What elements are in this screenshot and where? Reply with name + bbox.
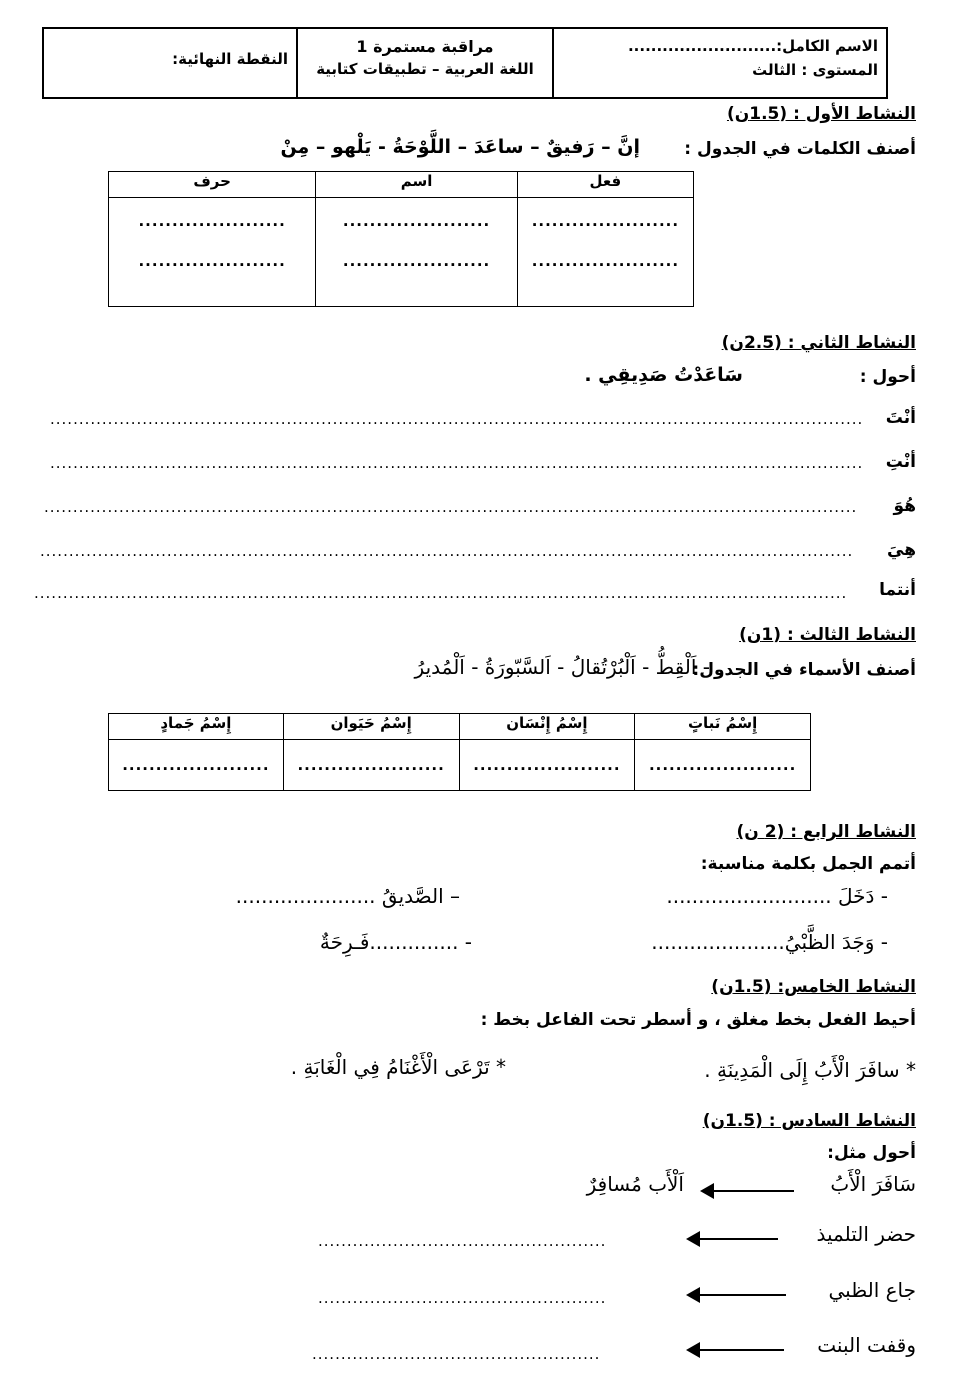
level-value: الثالث [752, 61, 797, 79]
transform-item-1: حضر التلميذ [816, 1222, 916, 1246]
activity3-title: النشاط الثالث : (1ن) [739, 625, 916, 645]
col-particle: حرف [109, 172, 316, 198]
answer-line-anta[interactable]: ............................................................................................................................................. [50, 410, 864, 428]
answer-line-hiya[interactable]: ............................................................................................................................................. [40, 542, 854, 560]
level-label: المستوى : [801, 61, 878, 79]
col-human: إِسْمُ إِنْسَان [459, 714, 635, 740]
activity5-instruction: أحيط الفعل بخط مغلق ، و أسطر تحت الفاعل بخط : [480, 1010, 916, 1030]
activity6-instruction: أحول مثل: [827, 1143, 916, 1163]
human-answer-cell[interactable]: ...................... [459, 740, 635, 791]
activity1-words: إنَّ – رَفيقٌ – ساعَدَ – اللَّوْحَةُ - يَلْهو – مِنْ [280, 136, 640, 158]
example-result: اَلْأَب مُسافِرٌ [586, 1172, 684, 1196]
plant-answer-cell[interactable]: ...................... [635, 740, 811, 791]
pronoun-huwa: هُوَ [893, 496, 916, 516]
completion-sentence-1[interactable]: - دَخَلَ .......................... [666, 884, 888, 908]
arrow-icon [702, 1190, 794, 1192]
activity4-title: النشاط الرابع : (2 ن) [736, 822, 916, 842]
arrow-icon [688, 1349, 784, 1351]
col-verb: فعل [517, 172, 693, 198]
activity4-instruction: أتمم الجمل بكلمة مناسبة: [700, 854, 916, 874]
exam-title: مراقبة مستمرة 1 [356, 37, 494, 56]
pronoun-hiya: هِيَ [887, 540, 916, 560]
answer-line-anti[interactable]: ............................................................................................................................................. [50, 454, 864, 472]
exam-info-cell [298, 29, 552, 97]
transform-item-3: وقفت البنت [817, 1333, 916, 1357]
name-label: الاسم الكامل: [776, 37, 878, 55]
activity2-sentence: سَاعَدْتُ صَدِيقِي . [584, 364, 743, 386]
activity6-title: النشاط السادس : (1.5ن) [702, 1111, 916, 1131]
header-box [42, 27, 888, 99]
activity1-title: النشاط الأول : (1.5ن) [726, 104, 916, 124]
transform-answer-3[interactable]: .................................................. [312, 1345, 601, 1363]
completion-sentence-3[interactable]: - وَجَدَ الظَّبْيُ..................... [651, 930, 888, 954]
final-score-label: النقطة النهائية: [172, 50, 288, 68]
activity3-table [108, 713, 811, 791]
exam-subject: اللغة العربية – تطبيقات كتابية [316, 60, 534, 78]
pronoun-antuma: أنتما [879, 580, 916, 600]
activity5-title: النشاط الخامس: (1.5ن) [711, 977, 916, 997]
activity3-words: - اَلْقِطُّ - اَلْبُرْتُقالُ - اَلسَّبّورَةُ - اَلْمُديرُ [414, 655, 710, 679]
animal-answer-cell[interactable]: ...................... [283, 740, 459, 791]
completion-sentence-4[interactable]: - ..............فَـرِحَةٌ [319, 930, 472, 954]
transform-item-2: جاع الظبي [828, 1278, 916, 1302]
final-score-cell [44, 29, 296, 97]
answer-line-huwa[interactable]: ............................................................................................................................................. [44, 498, 858, 516]
transform-answer-1[interactable]: .................................................. [318, 1232, 607, 1250]
col-noun: اسم [316, 172, 517, 198]
answer-line-antuma[interactable]: ............................................................................................................................................. [34, 584, 848, 602]
activity5-sentence-2[interactable]: * تَرْعَى الْأَغْنَامُ فِي الْغَابَةِ . [290, 1055, 506, 1079]
col-plant: إِسْمُ نَباتٍ [635, 714, 811, 740]
col-object: إِسْمُ جَمادٍ [109, 714, 284, 740]
activity5-sentence-1[interactable]: * سافَرَ الْأَبُ إِلَى الْمَدِينَةِ . [704, 1058, 916, 1082]
activity1-instruction: أصنف الكلمات في الجدول : [684, 139, 916, 159]
student-info-cell [552, 29, 886, 97]
name-field[interactable]: .......................... [627, 37, 777, 55]
activity3-instruction: أصنف الأسماء في الجدول: [692, 660, 916, 680]
arrow-icon [688, 1294, 786, 1296]
arrow-icon [688, 1238, 778, 1240]
example-source: سَافَرَ الْأَبُ [830, 1172, 916, 1196]
pronoun-anta: أنْتَ [885, 408, 916, 428]
activity1-table [108, 171, 694, 307]
verb-answer-cell[interactable]: ...................... ...................... [517, 198, 693, 307]
noun-answer-cell[interactable]: ...................... ...................... [316, 198, 517, 307]
completion-sentence-2[interactable]: – الصَّديقُ ...................... [235, 884, 460, 908]
particle-answer-cell[interactable]: ...................... ...................... [109, 198, 316, 307]
col-animal: إِسْمُ حَيَوان [283, 714, 459, 740]
activity2-instruction: أحول : [859, 367, 916, 387]
activity2-title: النشاط الثاني : (2.5ن) [721, 333, 916, 353]
transform-answer-2[interactable]: .................................................. [318, 1289, 607, 1307]
object-answer-cell[interactable]: ...................... [109, 740, 284, 791]
pronoun-anti: أنْتِ [885, 452, 916, 472]
